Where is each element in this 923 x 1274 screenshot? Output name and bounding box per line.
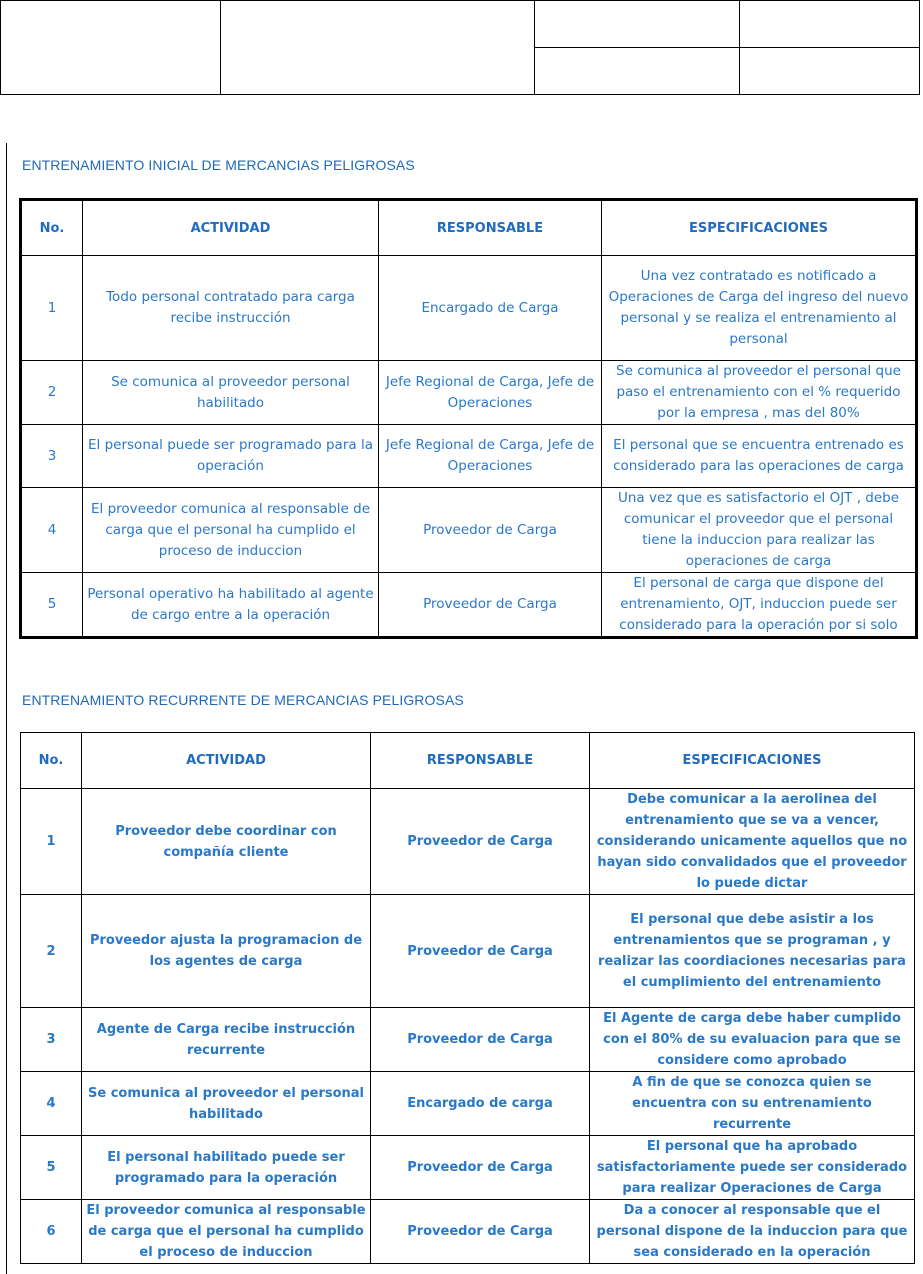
header-code-cell bbox=[535, 1, 740, 48]
table-header-row bbox=[21, 200, 917, 256]
row-especificaciones: Una vez que es satisfactorio el OJT , debe comunicar el proveedor que el personal tiene la induccion para realizar las operaciones de carga bbox=[602, 488, 917, 573]
col-header-actividad: ACTIVIDAD bbox=[83, 200, 379, 256]
row-number: 1 bbox=[21, 789, 82, 895]
row-actividad: El proveedor comunica al responsable de carga que el personal ha cumplido el proceso de induccion bbox=[82, 1200, 371, 1264]
row-actividad: El personal habilitado puede ser programado para la operación bbox=[82, 1136, 371, 1200]
table-row bbox=[21, 1072, 915, 1136]
table-row bbox=[21, 789, 915, 895]
table-row bbox=[21, 1200, 915, 1264]
table-row bbox=[21, 1008, 915, 1072]
row-responsable: Proveedor de Carga bbox=[379, 488, 602, 573]
row-actividad: Personal operativo ha habilitado al agente de cargo entre a la operación bbox=[83, 573, 379, 638]
row-responsable: Proveedor de Carga bbox=[371, 789, 590, 895]
table-row bbox=[21, 361, 917, 425]
row-responsable: Proveedor de Carga bbox=[371, 895, 590, 1008]
table-row bbox=[21, 488, 917, 573]
row-number: 5 bbox=[21, 573, 83, 638]
row-especificaciones: A fin de que se conozca quien se encuentra con su entrenamiento recurrente bbox=[590, 1072, 915, 1136]
row-number: 4 bbox=[21, 1072, 82, 1136]
row-actividad: El proveedor comunica al responsable de carga que el personal ha cumplido el proceso de induccion bbox=[83, 488, 379, 573]
row-number: 4 bbox=[21, 488, 83, 573]
row-number: 6 bbox=[21, 1200, 82, 1264]
document-header-grid bbox=[0, 0, 920, 95]
table-row bbox=[21, 573, 917, 638]
row-actividad: Se comunica al proveedor personal habilitado bbox=[83, 361, 379, 425]
row-especificaciones: Una vez contratado es notificado a Operaciones de Carga del ingreso del nuevo personal y se realiza el entrenamiento al personal bbox=[602, 256, 917, 361]
row-especificaciones: Da a conocer al responsable que el personal dispone de la induccion para que sea considerado en la operación bbox=[590, 1200, 915, 1264]
row-especificaciones: El Agente de carga debe haber cumplido con el 80% de su evaluacion para que se considere como aprobado bbox=[590, 1008, 915, 1072]
row-actividad: Se comunica al proveedor el personal habilitado bbox=[82, 1072, 371, 1136]
row-number: 2 bbox=[21, 895, 82, 1008]
col-header-actividad: ACTIVIDAD bbox=[82, 733, 371, 789]
recurrent-training-table bbox=[20, 732, 915, 1264]
row-actividad: El personal puede ser programado para la operación bbox=[83, 425, 379, 488]
table-header-row bbox=[21, 733, 915, 789]
row-responsable: Encargado de carga bbox=[371, 1072, 590, 1136]
row-responsable: Proveedor de Carga bbox=[371, 1136, 590, 1200]
table-row bbox=[21, 256, 917, 361]
header-code-value-cell bbox=[740, 1, 920, 48]
header-logo-cell bbox=[1, 1, 221, 95]
row-actividad: Proveedor debe coordinar con compañía cliente bbox=[82, 789, 371, 895]
col-header-responsable: RESPONSABLE bbox=[371, 733, 590, 789]
table-row bbox=[21, 425, 917, 488]
col-header-no: No. bbox=[21, 200, 83, 256]
row-especificaciones: El personal que debe asistir a los entrenamientos que se programan , y realizar las coordiaciones necesarias para el cumplimiento del entrenamiento bbox=[590, 895, 915, 1008]
row-number: 3 bbox=[21, 1008, 82, 1072]
col-header-especificaciones: ESPECIFICACIONES bbox=[590, 733, 915, 789]
row-responsable: Proveedor de Carga bbox=[371, 1008, 590, 1072]
row-number: 2 bbox=[21, 361, 83, 425]
header-version-cell bbox=[535, 48, 740, 95]
col-header-no: No. bbox=[21, 733, 82, 789]
row-especificaciones: El personal de carga que dispone del entrenamiento, OJT, induccion puede ser considerado para la operación por si solo bbox=[602, 573, 917, 638]
row-responsable: Proveedor de Carga bbox=[371, 1200, 590, 1264]
row-especificaciones: Se comunica al proveedor el personal que paso el entrenamiento con el % requerido por la empresa , mas del 80% bbox=[602, 361, 917, 425]
section-title-initial: ENTRENAMIENTO INICIAL DE MERCANCIAS PELIGROSAS bbox=[22, 157, 415, 173]
row-responsable: Jefe Regional de Carga, Jefe de Operaciones bbox=[379, 425, 602, 488]
row-especificaciones: El personal que ha aprobado satisfactoriamente puede ser considerado para realizar Operaciones de Carga bbox=[590, 1136, 915, 1200]
row-responsable: Jefe Regional de Carga, Jefe de Operaciones bbox=[379, 361, 602, 425]
row-responsable: Proveedor de Carga bbox=[379, 573, 602, 638]
row-responsable: Encargado de Carga bbox=[379, 256, 602, 361]
col-header-responsable: RESPONSABLE bbox=[379, 200, 602, 256]
table-row bbox=[21, 1136, 915, 1200]
row-actividad: Proveedor ajusta la programacion de los agentes de carga bbox=[82, 895, 371, 1008]
row-number: 3 bbox=[21, 425, 83, 488]
row-actividad: Todo personal contratado para carga recibe instrucción bbox=[83, 256, 379, 361]
col-header-especificaciones: ESPECIFICACIONES bbox=[602, 200, 917, 256]
section-title-recurrent: ENTRENAMIENTO RECURRENTE DE MERCANCIAS PELIGROSAS bbox=[22, 692, 464, 708]
initial-training-table bbox=[19, 198, 918, 639]
row-especificaciones: El personal que se encuentra entrenado es considerado para las operaciones de carga bbox=[602, 425, 917, 488]
row-number: 5 bbox=[21, 1136, 82, 1200]
left-margin-line bbox=[6, 143, 7, 1274]
table-row bbox=[21, 895, 915, 1008]
row-especificaciones: Debe comunicar a la aerolinea del entrenamiento que se va a vencer, considerando unicamente aquellos que no hayan sido convalidados que el proveedor lo puede dictar bbox=[590, 789, 915, 895]
row-number: 1 bbox=[21, 256, 83, 361]
header-version-value-cell bbox=[740, 48, 920, 95]
row-actividad: Agente de Carga recibe instrucción recurrente bbox=[82, 1008, 371, 1072]
header-title-cell bbox=[221, 1, 535, 95]
